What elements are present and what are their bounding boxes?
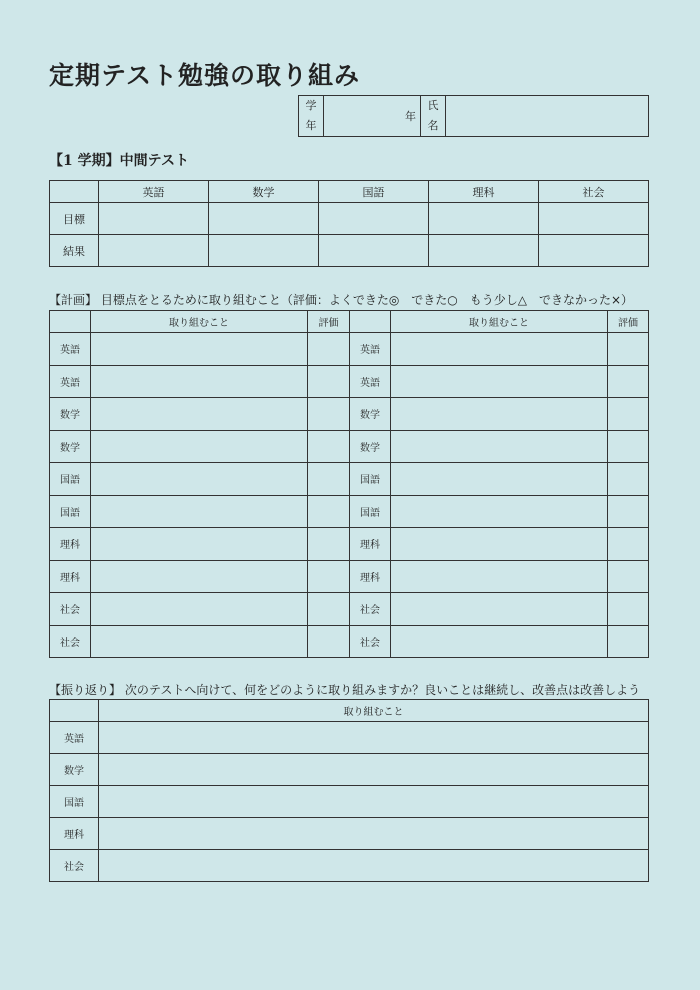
plan-eval-cell[interactable] bbox=[608, 463, 649, 496]
plan-subject-label: 理科 bbox=[50, 528, 91, 561]
plan-eval-cell[interactable] bbox=[308, 625, 350, 658]
name-label: 氏 名 bbox=[421, 96, 446, 137]
plan-task-cell[interactable] bbox=[91, 593, 308, 626]
result-cell[interactable] bbox=[429, 235, 539, 267]
section1-heading: 【1 学期】中間テスト bbox=[49, 153, 190, 169]
plan-eval-header: 評価 bbox=[608, 311, 649, 333]
review-table bbox=[49, 699, 649, 882]
plan-subject-label: 国語 bbox=[350, 495, 391, 528]
plan-eval-cell[interactable] bbox=[608, 593, 649, 626]
plan-eval-cell[interactable] bbox=[308, 398, 350, 431]
plan-subject-label: 数学 bbox=[50, 430, 91, 463]
score-corner bbox=[50, 181, 99, 203]
plan-task-cell[interactable] bbox=[391, 528, 608, 561]
plan-eval-cell[interactable] bbox=[308, 560, 350, 593]
plan-eval-cell[interactable] bbox=[308, 430, 350, 463]
plan-corner bbox=[50, 311, 91, 333]
plan-subject-label: 社会 bbox=[50, 593, 91, 626]
row-label-result: 結果 bbox=[50, 235, 99, 267]
review-task-cell[interactable] bbox=[99, 722, 649, 754]
result-cell[interactable] bbox=[319, 235, 429, 267]
plan-task-cell[interactable] bbox=[91, 430, 308, 463]
score-table bbox=[49, 180, 649, 267]
plan-task-cell[interactable] bbox=[91, 495, 308, 528]
subject-header: 英語 bbox=[99, 181, 209, 203]
plan-task-header: 取り組むこと bbox=[91, 311, 308, 333]
review-task-header: 取り組むこと bbox=[99, 700, 649, 722]
goal-cell[interactable] bbox=[319, 203, 429, 235]
plan-eval-cell[interactable] bbox=[308, 463, 350, 496]
subject-header: 理科 bbox=[429, 181, 539, 203]
plan-eval-cell[interactable] bbox=[608, 333, 649, 366]
plan-subject-label: 国語 bbox=[50, 495, 91, 528]
plan-task-cell[interactable] bbox=[391, 560, 608, 593]
plan-task-cell[interactable] bbox=[391, 593, 608, 626]
plan-eval-cell[interactable] bbox=[308, 495, 350, 528]
section3-heading: 【振り返り】 次のテストへ向けて、何をどのように取り組みますか？良いことは継続し、改善点は改善しよう bbox=[49, 683, 641, 697]
plan-eval-cell[interactable] bbox=[608, 365, 649, 398]
result-cell[interactable] bbox=[539, 235, 649, 267]
review-task-cell[interactable] bbox=[99, 786, 649, 818]
plan-subject-label: 英語 bbox=[50, 365, 91, 398]
plan-task-cell[interactable] bbox=[391, 463, 608, 496]
page-title: 定期テスト勉強の取り組み bbox=[49, 61, 361, 90]
plan-eval-header: 評価 bbox=[308, 311, 350, 333]
review-subject-label: 英語 bbox=[50, 722, 99, 754]
plan-subject-label: 数学 bbox=[50, 398, 91, 431]
plan-task-cell[interactable] bbox=[91, 625, 308, 658]
plan-task-cell[interactable] bbox=[91, 528, 308, 561]
goal-cell[interactable] bbox=[99, 203, 209, 235]
section2-heading: 【計画】 目標点をとるために取り組むこと（評価：よくできた◎ できた○ もう少し△ できなかった×） bbox=[49, 293, 634, 307]
plan-subject-label: 理科 bbox=[350, 560, 391, 593]
plan-subject-label: 社会 bbox=[350, 625, 391, 658]
plan-task-cell[interactable] bbox=[391, 398, 608, 431]
name-box bbox=[298, 95, 649, 137]
plan-subject-label: 英語 bbox=[50, 333, 91, 366]
plan-corner bbox=[350, 311, 391, 333]
plan-subject-label: 数学 bbox=[350, 398, 391, 431]
review-subject-label: 社会 bbox=[50, 850, 99, 882]
plan-subject-label: 社会 bbox=[50, 625, 91, 658]
goal-cell[interactable] bbox=[539, 203, 649, 235]
review-subject-label: 理科 bbox=[50, 818, 99, 850]
review-task-cell[interactable] bbox=[99, 754, 649, 786]
plan-eval-cell[interactable] bbox=[608, 398, 649, 431]
plan-subject-label: 社会 bbox=[350, 593, 391, 626]
plan-task-cell[interactable] bbox=[391, 365, 608, 398]
plan-subject-label: 数学 bbox=[350, 430, 391, 463]
review-corner bbox=[50, 700, 99, 722]
plan-task-cell[interactable] bbox=[91, 333, 308, 366]
plan-task-cell[interactable] bbox=[391, 495, 608, 528]
result-cell[interactable] bbox=[209, 235, 319, 267]
plan-subject-label: 理科 bbox=[50, 560, 91, 593]
plan-task-cell[interactable] bbox=[391, 430, 608, 463]
plan-task-cell[interactable] bbox=[91, 398, 308, 431]
plan-task-cell[interactable] bbox=[91, 365, 308, 398]
plan-task-header: 取り組むこと bbox=[391, 311, 608, 333]
review-task-cell[interactable] bbox=[99, 850, 649, 882]
plan-eval-cell[interactable] bbox=[308, 593, 350, 626]
subject-header: 数学 bbox=[209, 181, 319, 203]
row-label-goal: 目標 bbox=[50, 203, 99, 235]
plan-subject-label: 理科 bbox=[350, 528, 391, 561]
plan-task-cell[interactable] bbox=[391, 625, 608, 658]
plan-eval-cell[interactable] bbox=[608, 495, 649, 528]
grade-label: 学 年 bbox=[299, 96, 324, 137]
goal-cell[interactable] bbox=[429, 203, 539, 235]
plan-eval-cell[interactable] bbox=[308, 333, 350, 366]
plan-eval-cell[interactable] bbox=[608, 430, 649, 463]
result-cell[interactable] bbox=[99, 235, 209, 267]
goal-cell[interactable] bbox=[209, 203, 319, 235]
subject-header: 国語 bbox=[319, 181, 429, 203]
plan-eval-cell[interactable] bbox=[608, 560, 649, 593]
review-task-cell[interactable] bbox=[99, 818, 649, 850]
plan-eval-cell[interactable] bbox=[308, 365, 350, 398]
plan-subject-label: 英語 bbox=[350, 333, 391, 366]
plan-task-cell[interactable] bbox=[91, 463, 308, 496]
plan-eval-cell[interactable] bbox=[308, 528, 350, 561]
plan-task-cell[interactable] bbox=[391, 333, 608, 366]
plan-table bbox=[49, 310, 649, 658]
grade-input-cell[interactable]: 年 bbox=[324, 96, 421, 137]
review-subject-label: 数学 bbox=[50, 754, 99, 786]
plan-subject-label: 英語 bbox=[350, 365, 391, 398]
plan-subject-label: 国語 bbox=[350, 463, 391, 496]
subject-header: 社会 bbox=[539, 181, 649, 203]
plan-eval-cell[interactable] bbox=[608, 528, 649, 561]
plan-task-cell[interactable] bbox=[91, 560, 308, 593]
review-subject-label: 国語 bbox=[50, 786, 99, 818]
plan-eval-cell[interactable] bbox=[608, 625, 649, 658]
plan-subject-label: 国語 bbox=[50, 463, 91, 496]
name-input-cell[interactable] bbox=[446, 96, 649, 137]
